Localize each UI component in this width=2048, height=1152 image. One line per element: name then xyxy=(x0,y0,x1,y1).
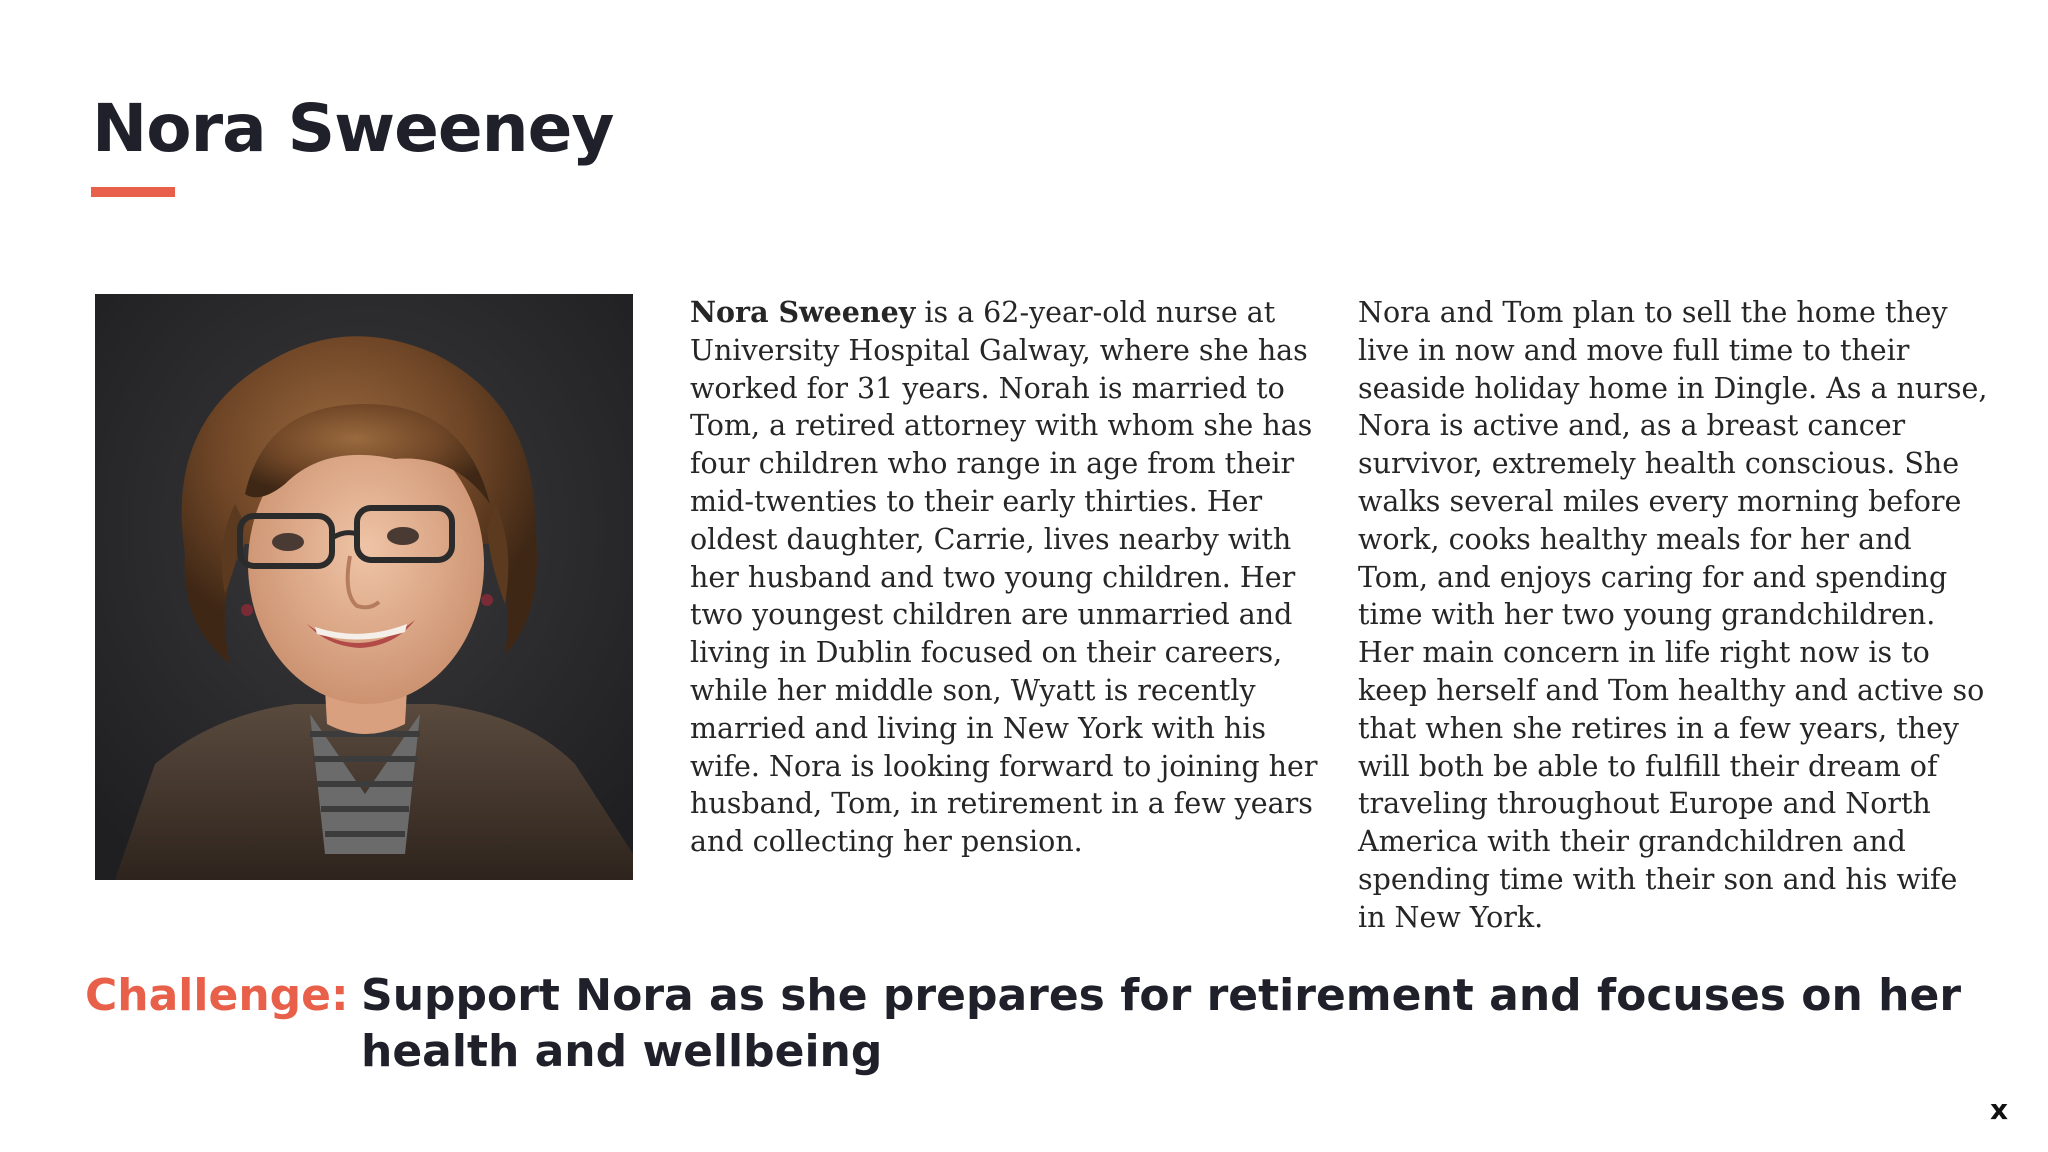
bio-left-line: while her middle son, Wyatt is recently xyxy=(690,673,1256,707)
bio-right-line: seaside holiday home in Dingle. As a nurse, xyxy=(1358,371,1988,405)
challenge-label: Challenge: xyxy=(85,970,349,1021)
title-underline xyxy=(91,187,175,197)
bio-left-line: worked for 31 years. Norah is married to xyxy=(690,371,1285,405)
challenge-line: Support Nora as she prepares for retirement and focuses on her xyxy=(361,970,1962,1021)
bio-right-line: walks several miles every morning before xyxy=(1358,484,1962,518)
bio-right-line: Nora and Tom plan to sell the home they xyxy=(1358,296,1948,329)
bio-left-line: husband, Tom, in retirement in a few years xyxy=(690,787,1313,821)
bio-left-line: wife. Nora is looking forward to joining her xyxy=(690,749,1318,783)
bio-column-left xyxy=(690,294,1330,861)
bio-left-line: living in Dublin focused on their careers, xyxy=(690,636,1283,670)
bio-column-right xyxy=(1358,294,2008,937)
bio-left-line: University Hospital Galway, where she has xyxy=(690,333,1308,367)
page-title: Nora Sweeney xyxy=(92,90,614,167)
bio-right-line: survivor, extremely health conscious. She xyxy=(1358,447,1960,481)
bio-right-line: Her main concern in life right now is to xyxy=(1358,636,1930,670)
bio-right-line: in New York. xyxy=(1358,900,1544,934)
bio-left-line: oldest daughter, Carrie, lives nearby with xyxy=(690,522,1292,556)
bio-right-line: time with her two young grandchildren. xyxy=(1358,598,1936,632)
bio-left-line: her husband and two young children. Her xyxy=(690,560,1296,594)
bio-right-line: traveling throughout Europe and North xyxy=(1358,787,1931,821)
challenge-line: health and wellbeing xyxy=(361,1026,883,1077)
close-button[interactable]: x xyxy=(1990,1093,2009,1126)
bio-right-line: America with their grandchildren and xyxy=(1358,825,1906,859)
bio-left-line: two youngest children are unmarried and xyxy=(690,598,1293,632)
bio-right-line: Tom, and enjoys caring for and spending xyxy=(1358,560,1948,594)
bio-left-line xyxy=(690,294,1330,332)
bio-left-line-rest: is a 62-year-old nurse at xyxy=(915,296,1276,329)
bio-right-line: spending time with their son and his wife xyxy=(1358,862,1958,896)
bio-right-line: that when she retires in a few years, they xyxy=(1358,711,1960,745)
bio-right-line: will both be able to fulfill their dream of xyxy=(1358,749,1938,783)
bio-right-line: live in now and move full time to their xyxy=(1358,333,1910,367)
bio-left-line: married and living in New York with his xyxy=(690,711,1267,745)
challenge-statement xyxy=(361,968,1961,1080)
bio-lead-name: Nora Sweeney xyxy=(690,295,916,329)
bio-left-line: Tom, a retired attorney with whom she has xyxy=(690,409,1313,443)
bio-right-line: keep herself and Tom healthy and active so xyxy=(1358,673,1985,707)
portrait-illustration xyxy=(95,294,633,880)
bio-right-line: work, cooks healthy meals for her and xyxy=(1358,522,1912,556)
bio-left-line: four children who range in age from their xyxy=(690,447,1295,481)
bio-left-line: mid-twenties to their early thirties. Her xyxy=(690,484,1263,518)
bio-left-line: and collecting her pension. xyxy=(690,825,1083,859)
bio-right-line: Nora is active and, as a breast cancer xyxy=(1358,409,1906,443)
portrait-photo xyxy=(95,294,633,880)
